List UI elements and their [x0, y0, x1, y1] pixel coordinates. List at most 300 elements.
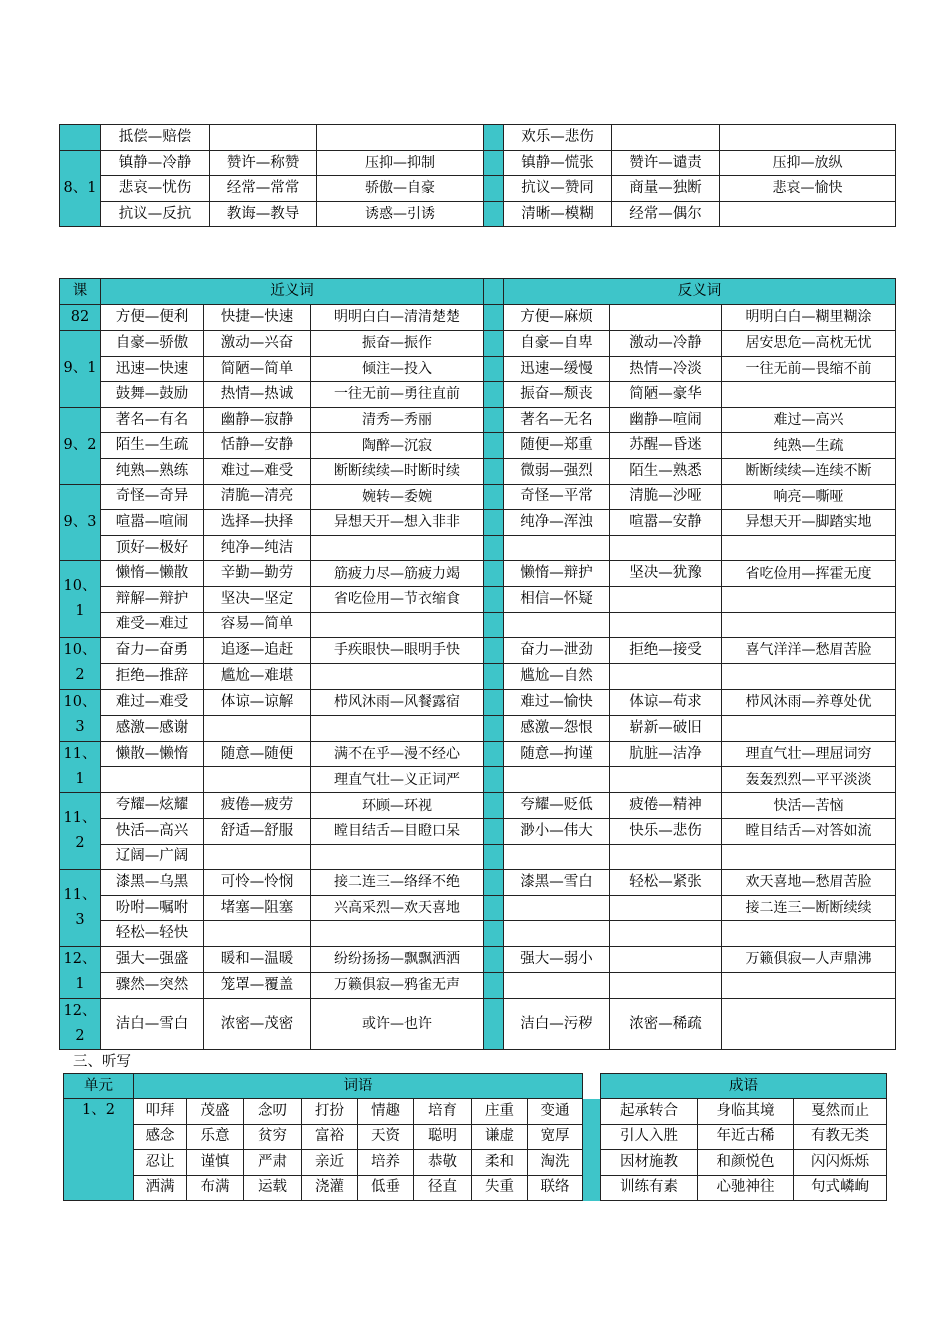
- synonym-cell: 辛勤—勤劳: [204, 561, 311, 587]
- antonym-cell: 赞许—谴责: [612, 150, 720, 176]
- table-row: [60, 535, 896, 561]
- table-row: [60, 895, 896, 921]
- lesson-label-text: 10、3: [63, 693, 97, 736]
- column-gap: [484, 715, 504, 741]
- table-row: [60, 561, 896, 587]
- antonym-cell: 轻松—紧张: [610, 870, 722, 896]
- table-row: [60, 663, 896, 689]
- idiom-cell: 有教无类: [794, 1124, 887, 1150]
- word-cell: 失重: [472, 1175, 528, 1201]
- word-cell: 叩拜: [134, 1099, 187, 1125]
- column-gap: [484, 433, 504, 459]
- synonym-cell: 轻松—轻快: [101, 921, 204, 947]
- table-row: [60, 176, 896, 202]
- word-cell: 淘洗: [528, 1150, 583, 1176]
- lesson-label-text: 82: [70, 308, 90, 325]
- lesson-label: [60, 407, 101, 484]
- word-cell: 严肃: [244, 1150, 302, 1176]
- antonym-cell: [722, 844, 896, 870]
- synonym-cell: 抗议—反抗: [101, 201, 210, 227]
- column-gap: [484, 561, 504, 587]
- synonym-cell: 纯净—纯洁: [204, 535, 311, 561]
- synonym-cell: 喧嚣—喧闹: [101, 510, 204, 536]
- synonym-cell: 抵偿—赔偿: [101, 125, 210, 151]
- header-synonyms: 近义词: [101, 279, 484, 305]
- synonym-cell: [317, 125, 484, 151]
- synonym-cell: [311, 663, 484, 689]
- word-cell: 低垂: [358, 1175, 414, 1201]
- antonym-cell: [610, 921, 722, 947]
- antonym-cell: 瞠目结舌—对答如流: [722, 818, 896, 844]
- column-gap: [583, 1150, 601, 1176]
- word-cell: 乐意: [187, 1124, 244, 1150]
- antonym-cell: 感激—怨恨: [504, 715, 610, 741]
- synonym-cell: 拒绝—推辞: [101, 663, 204, 689]
- synonym-cell: [204, 921, 311, 947]
- antonym-cell: 迅速—缓慢: [504, 356, 610, 382]
- synonym-cell: 吩咐—嘱咐: [101, 895, 204, 921]
- word-cell: 洒满: [134, 1175, 187, 1201]
- antonym-cell: [610, 972, 722, 998]
- antonym-cell: 振奋—颓丧: [504, 382, 610, 408]
- synonym-cell: 疲倦—疲劳: [204, 793, 311, 819]
- lesson-label: [60, 870, 101, 947]
- word-cell: 茂盛: [187, 1099, 244, 1125]
- word-cell: 念叨: [244, 1099, 302, 1125]
- synonym-cell: 骤然—突然: [101, 972, 204, 998]
- table-row: [60, 818, 896, 844]
- synonym-cell: 难过—难受: [101, 689, 204, 715]
- synonym-cell: [101, 767, 204, 793]
- lesson-label-text: 8、1: [63, 179, 97, 196]
- synonym-cell: 著名—有名: [101, 407, 204, 433]
- synonym-cell: 兴高采烈—欢天喜地: [311, 895, 484, 921]
- synonym-cell: 纯熟—熟练: [101, 458, 204, 484]
- idiom-cell: 戛然而止: [794, 1099, 887, 1125]
- column-gap: [484, 998, 504, 1050]
- word-cell: 天资: [358, 1124, 414, 1150]
- idiom-cell: 引人入胜: [601, 1124, 698, 1150]
- table-row: [60, 741, 896, 767]
- synonym-cell: 清秀—秀丽: [311, 407, 484, 433]
- word-cell: 联络: [528, 1175, 583, 1201]
- word-cell: 宽厚: [528, 1124, 583, 1150]
- synonym-cell: 难受—难过: [101, 612, 204, 638]
- table-row: [60, 972, 896, 998]
- antonym-cell: 喜气洋洋—愁眉苦脸: [722, 638, 896, 664]
- column-gap: [484, 921, 504, 947]
- antonym-cell: 镇静—慌张: [504, 150, 612, 176]
- table-row: [60, 793, 896, 819]
- synonym-cell: [311, 715, 484, 741]
- column-gap: [484, 586, 504, 612]
- lesson-label: [60, 638, 101, 690]
- column-gap: [484, 356, 504, 382]
- antonym-cell: 漆黑—雪白: [504, 870, 610, 896]
- antonym-cell: [610, 586, 722, 612]
- column-gap: [484, 382, 504, 408]
- synonym-cell: [204, 715, 311, 741]
- antonym-cell: 疲倦—精神: [610, 793, 722, 819]
- antonym-cell: [722, 586, 896, 612]
- table-row: [64, 1124, 887, 1150]
- synonym-cell: 懒惰—懒散: [101, 561, 204, 587]
- synonym-cell: 强大—强盛: [101, 946, 204, 972]
- header-words: 词语: [134, 1074, 583, 1099]
- table-row: [60, 586, 896, 612]
- word-cell: 聪明: [414, 1124, 472, 1150]
- word-cell: 情趣: [358, 1099, 414, 1125]
- table-header-row: [60, 279, 896, 305]
- synonym-cell: 堵塞—阻塞: [204, 895, 311, 921]
- synonym-cell: 纷纷扬扬—飘飘洒洒: [311, 946, 484, 972]
- column-gap: [484, 663, 504, 689]
- idiom-cell: 身临其境: [698, 1099, 794, 1125]
- table-row: [60, 458, 896, 484]
- column-gap: [583, 1124, 601, 1150]
- synonym-cell: [311, 535, 484, 561]
- synonym-cell: 自豪—骄傲: [101, 330, 204, 356]
- antonym-cell: 纯净—浑浊: [504, 510, 610, 536]
- table-row: [60, 715, 896, 741]
- lesson-blank-cell: [60, 125, 101, 151]
- synonym-cell: 快活—高兴: [101, 818, 204, 844]
- table-row: [60, 356, 896, 382]
- table-row: [60, 125, 896, 151]
- column-gap: [484, 150, 504, 176]
- word-cell: 感念: [134, 1124, 187, 1150]
- antonym-cell: 商量—独断: [612, 176, 720, 202]
- idiom-cell: 闪闪烁烁: [794, 1150, 887, 1176]
- column-gap: [484, 741, 504, 767]
- antonym-cell: 快乐—悲伤: [610, 818, 722, 844]
- table-row: [60, 484, 896, 510]
- antonym-cell: [610, 844, 722, 870]
- vocab-table-8-1: [59, 124, 896, 227]
- synonym-cell: 一往无前—勇往直前: [311, 382, 484, 408]
- lesson-label-text: 10、2: [63, 642, 97, 684]
- antonym-cell: [610, 612, 722, 638]
- antonym-cell: 压抑—放纵: [720, 150, 896, 176]
- synonym-cell: 陌生—生疏: [101, 433, 204, 459]
- synonym-cell: 激动—兴奋: [204, 330, 311, 356]
- table-row: [60, 946, 896, 972]
- word-cell: 忍让: [134, 1150, 187, 1176]
- synonym-cell: 可怜—怜悯: [204, 870, 311, 896]
- lesson-label: [60, 304, 101, 330]
- antonym-cell: 接二连三—断断续续: [722, 895, 896, 921]
- antonym-cell: 崭新—破旧: [610, 715, 722, 741]
- synonym-cell: 奋力—奋勇: [101, 638, 204, 664]
- table-row: [60, 407, 896, 433]
- antonym-cell: 自豪—自卑: [504, 330, 610, 356]
- synonym-cell: [204, 767, 311, 793]
- antonym-cell: 苏醒—昏迷: [610, 433, 722, 459]
- synonym-cell: 舒适—舒服: [204, 818, 311, 844]
- antonym-cell: 尴尬—自然: [504, 663, 610, 689]
- synonym-cell: 筋疲力尽—筋疲力竭: [311, 561, 484, 587]
- word-cell: 亲近: [302, 1150, 358, 1176]
- lesson-label-text: 12、2: [63, 1002, 97, 1045]
- word-cell: 培养: [358, 1150, 414, 1176]
- column-gap: [484, 946, 504, 972]
- synonym-cell: 笼罩—覆盖: [204, 972, 311, 998]
- synonym-cell: 迅速—快速: [101, 356, 204, 382]
- column-gap: [484, 279, 504, 305]
- antonym-cell: 清脆—沙哑: [610, 484, 722, 510]
- lesson-label: [60, 150, 101, 227]
- column-gap: [484, 304, 504, 330]
- synonym-cell: 坚决—坚定: [204, 586, 311, 612]
- antonym-cell: [504, 972, 610, 998]
- antonym-cell: [722, 535, 896, 561]
- antonym-cell: 浓密—稀疏: [610, 998, 722, 1050]
- header-lesson: 课: [60, 279, 101, 305]
- antonym-cell: [504, 767, 610, 793]
- antonym-cell: 懒惰—辩护: [504, 561, 610, 587]
- column-gap: [484, 689, 504, 715]
- antonym-cell: [504, 612, 610, 638]
- antonym-cell: 拒绝—接受: [610, 638, 722, 664]
- column-gap: [583, 1074, 601, 1099]
- antonym-cell: [720, 125, 896, 151]
- lesson-label-text: 10、1: [63, 577, 97, 620]
- synonym-cell: 暖和—温暖: [204, 946, 311, 972]
- antonym-cell: 难过—愉快: [504, 689, 610, 715]
- lesson-label-text: 12、1: [63, 950, 97, 993]
- antonym-cell: [610, 304, 722, 330]
- antonym-cell: [610, 946, 722, 972]
- antonym-cell: [610, 663, 722, 689]
- antonym-cell: [504, 895, 610, 921]
- antonym-cell: 渺小—伟大: [504, 818, 610, 844]
- synonym-cell: 懒散—懒惰: [101, 741, 204, 767]
- synonym-cell: 压抑—抑制: [317, 150, 484, 176]
- antonym-cell: [722, 715, 896, 741]
- synonym-cell: 骄傲—自豪: [317, 176, 484, 202]
- synonym-cell: 热情—热诚: [204, 382, 311, 408]
- word-cell: 柔和: [472, 1150, 528, 1176]
- synonym-cell: 手疾眼快—眼明手快: [311, 638, 484, 664]
- synonym-cell: 万籁俱寂—鸦雀无声: [311, 972, 484, 998]
- table-row: [60, 998, 896, 1050]
- synonym-cell: 感激—感谢: [101, 715, 204, 741]
- synonym-cell: 随意—随便: [204, 741, 311, 767]
- antonym-cell: 纯熟—生疏: [722, 433, 896, 459]
- table-header-row: [64, 1074, 887, 1099]
- synonym-cell: 或许—也许: [311, 998, 484, 1050]
- antonym-cell: 断断续续—连续不断: [722, 458, 896, 484]
- antonym-cell: 坚决—犹豫: [610, 561, 722, 587]
- column-gap: [484, 818, 504, 844]
- table-row: [64, 1175, 887, 1201]
- antonym-cell: 明明白白—糊里糊涂: [722, 304, 896, 330]
- word-cell: 培育: [414, 1099, 472, 1125]
- antonym-cell: [722, 972, 896, 998]
- word-cell: 恭敬: [414, 1150, 472, 1176]
- dictation-body: [64, 1099, 887, 1201]
- antonym-cell: 体谅—苟求: [610, 689, 722, 715]
- antonym-cell: [612, 125, 720, 151]
- table-row: [64, 1150, 887, 1176]
- lesson-label: [60, 946, 101, 998]
- synonym-cell: 顶好—极好: [101, 535, 204, 561]
- column-gap: [484, 793, 504, 819]
- antonym-cell: 喧嚣—安静: [610, 510, 722, 536]
- antonym-cell: [610, 895, 722, 921]
- lesson-label: [60, 793, 101, 870]
- column-gap: [583, 1175, 601, 1201]
- antonym-cell: 奋力—泄劲: [504, 638, 610, 664]
- antonym-cell: 幽静—喧闹: [610, 407, 722, 433]
- lesson-label: [60, 561, 101, 638]
- lesson-label: [60, 330, 101, 407]
- antonym-cell: 随意—拘谨: [504, 741, 610, 767]
- column-gap: [484, 870, 504, 896]
- idiom-cell: 年近古稀: [698, 1124, 794, 1150]
- dictation-table: [63, 1073, 887, 1201]
- table-row: [64, 1099, 887, 1125]
- antonym-cell: [722, 998, 896, 1050]
- synonym-cell: 倾注—投入: [311, 356, 484, 382]
- synonym-cell: 难过—难受: [204, 458, 311, 484]
- lesson-label-text: 9、3: [63, 513, 97, 530]
- antonym-cell: [720, 201, 896, 227]
- table-row: [60, 844, 896, 870]
- synonym-cell: 恬静—安静: [204, 433, 311, 459]
- synonym-cell: 省吃俭用—节衣缩食: [311, 586, 484, 612]
- antonym-cell: 洁白—污秽: [504, 998, 610, 1050]
- synonym-cell: 清脆—清亮: [204, 484, 311, 510]
- antonym-cell: [722, 382, 896, 408]
- vocab-table-body: [60, 125, 896, 227]
- synonym-cell: [210, 125, 317, 151]
- antonym-cell: 夸耀—贬低: [504, 793, 610, 819]
- synonym-cell: 追逐—追赶: [204, 638, 311, 664]
- idiom-cell: 起承转合: [601, 1099, 698, 1125]
- lesson-label-text: 11、1: [63, 745, 97, 787]
- synonym-cell: 异想天开—想入非非: [311, 510, 484, 536]
- synonym-cell: 理直气壮—义正词严: [311, 767, 484, 793]
- synonym-cell: 振奋—振作: [311, 330, 484, 356]
- synonym-cell: 选择—抉择: [204, 510, 311, 536]
- table-row: [60, 767, 896, 793]
- antonym-cell: [722, 921, 896, 947]
- synonym-cell: [311, 612, 484, 638]
- antonym-cell: 简陋—豪华: [610, 382, 722, 408]
- column-gap: [484, 844, 504, 870]
- lesson-label: [60, 741, 101, 793]
- synonym-cell: 鼓舞—鼓励: [101, 382, 204, 408]
- unit-label: 1、2: [64, 1099, 134, 1201]
- synonym-cell: 婉转—委婉: [311, 484, 484, 510]
- antonym-cell: 微弱—强烈: [504, 458, 610, 484]
- word-cell: 打扮: [302, 1099, 358, 1125]
- antonym-cell: 理直气壮—理屈词穷: [722, 741, 896, 767]
- antonym-cell: 奇怪—平常: [504, 484, 610, 510]
- word-cell: 贫穷: [244, 1124, 302, 1150]
- synonym-cell: 教诲—教导: [210, 201, 317, 227]
- antonym-cell: 肮脏—洁净: [610, 741, 722, 767]
- antonym-cell: 激动—冷静: [610, 330, 722, 356]
- synonym-cell: 断断续续—时断时续: [311, 458, 484, 484]
- antonym-cell: 清晰—模糊: [504, 201, 612, 227]
- synonym-cell: 诱惑—引诱: [317, 201, 484, 227]
- table-row: [60, 330, 896, 356]
- synonym-antonym-body: [60, 304, 896, 1050]
- synonym-cell: 洁白—雪白: [101, 998, 204, 1050]
- antonym-cell: 难过—高兴: [722, 407, 896, 433]
- synonym-cell: 简陋—简单: [204, 356, 311, 382]
- antonym-cell: 欢天喜地—愁眉苦脸: [722, 870, 896, 896]
- synonym-cell: 镇静—冷静: [101, 150, 210, 176]
- antonym-cell: [610, 535, 722, 561]
- column-gap: [484, 612, 504, 638]
- synonym-cell: 经常—常常: [210, 176, 317, 202]
- synonym-cell: 明明白白—清清楚楚: [311, 304, 484, 330]
- antonym-cell: [722, 612, 896, 638]
- synonym-cell: [311, 921, 484, 947]
- idiom-cell: 和颜悦色: [698, 1150, 794, 1176]
- synonym-cell: 体谅—谅解: [204, 689, 311, 715]
- word-cell: 运载: [244, 1175, 302, 1201]
- synonym-cell: 奇怪—奇异: [101, 484, 204, 510]
- table-row: [60, 921, 896, 947]
- column-gap: [484, 535, 504, 561]
- antonym-cell: [504, 844, 610, 870]
- table-row: [60, 304, 896, 330]
- column-gap: [484, 407, 504, 433]
- lesson-label-text: 9、1: [63, 360, 97, 377]
- column-gap: [484, 895, 504, 921]
- table-row: [60, 612, 896, 638]
- table-row: [60, 150, 896, 176]
- antonym-cell: 抗议—赞同: [504, 176, 612, 202]
- table-row: [60, 638, 896, 664]
- antonym-cell: 方便—麻烦: [504, 304, 610, 330]
- antonym-cell: 万籁俱寂—人声鼎沸: [722, 946, 896, 972]
- antonym-cell: 省吃俭用—挥霍无度: [722, 561, 896, 587]
- synonym-cell: [311, 844, 484, 870]
- column-gap: [484, 458, 504, 484]
- header-antonyms: 反义词: [504, 279, 896, 305]
- antonym-cell: 异想天开—脚踏实地: [722, 510, 896, 536]
- antonym-cell: 一往无前—畏缩不前: [722, 356, 896, 382]
- word-cell: 谨慎: [187, 1150, 244, 1176]
- word-cell: 浇灌: [302, 1175, 358, 1201]
- header-idioms: 成语: [601, 1074, 887, 1099]
- word-cell: 庄重: [472, 1099, 528, 1125]
- section-heading: 三、听写: [73, 1054, 131, 1070]
- antonym-cell: 居安思危—高枕无忧: [722, 330, 896, 356]
- header-unit: 单元: [64, 1074, 134, 1099]
- word-cell: 变通: [528, 1099, 583, 1125]
- antonym-cell: 经常—偶尔: [612, 201, 720, 227]
- synonym-cell: 满不在乎—漫不经心: [311, 741, 484, 767]
- synonym-cell: 环顾—环视: [311, 793, 484, 819]
- antonym-cell: [610, 767, 722, 793]
- synonym-cell: [204, 844, 311, 870]
- idiom-cell: 心驰神往: [698, 1175, 794, 1201]
- table-row: [60, 510, 896, 536]
- synonym-cell: 栉风沐雨—风餐露宿: [311, 689, 484, 715]
- antonym-cell: 陌生—熟悉: [610, 458, 722, 484]
- lesson-label-text: 11、3: [63, 886, 97, 929]
- antonym-cell: 随便—郑重: [504, 433, 610, 459]
- idiom-cell: 因材施教: [601, 1150, 698, 1176]
- synonym-cell: 赞许—称赞: [210, 150, 317, 176]
- synonym-cell: 悲哀—忧伤: [101, 176, 210, 202]
